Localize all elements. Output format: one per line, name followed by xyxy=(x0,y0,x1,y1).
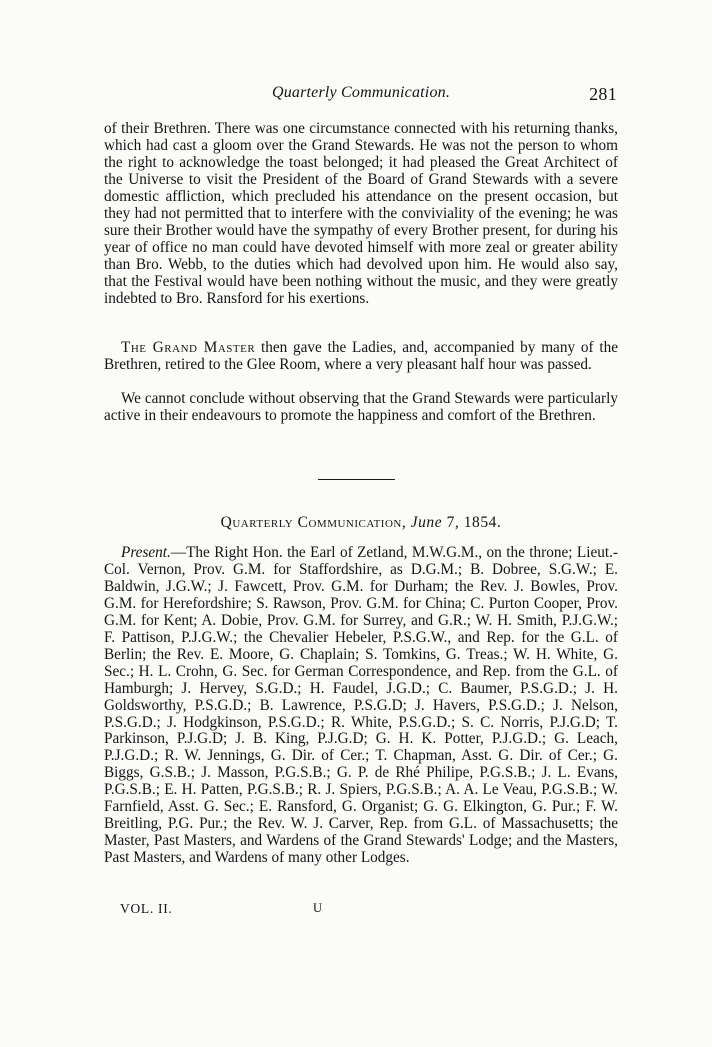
present-paragraph-block xyxy=(104,545,618,867)
closing-paragraph: We cannot conclude without observing that the Grand Stewards were particularly active in their endeavours to promote the happiness and comfort of the Brethren. xyxy=(104,390,618,424)
present-label: Present. xyxy=(121,544,171,561)
section-heading-title: Quarterly Communication, xyxy=(220,514,407,531)
grand-master-small-caps: The Grand Master xyxy=(121,339,256,356)
running-title: Quarterly Communication. xyxy=(271,84,451,101)
section-divider xyxy=(318,479,395,480)
section-heading-date: June xyxy=(410,514,443,531)
closing-paragraph-block xyxy=(104,357,618,425)
volume-marker: VOL. II. xyxy=(120,901,173,916)
section-heading-date-rest: 7, 1854. xyxy=(442,514,502,531)
page-number: 281 xyxy=(589,84,617,104)
running-header xyxy=(105,84,617,108)
signature-marker: U xyxy=(313,901,323,915)
opening-paragraph: of their Brethren. There was one circumstance connected with his returning thanks, which had cast a gloom over the Grand Stewards. He was not the person to whom the right to acknowledge the toast belonged; it had pleased the Great Architect of the Universe to visit the President of the Board of Grand Stewards with a severe domestic affliction, which precluded his attendance on the present occasion, but they had not permitted that to interfere with the conviviality of the evening; he was sure their Brother would have the sympathy of every Brother present, for during his year of office no man could have devoted himself with more zeal or greater ability than Bro. Webb, to the duties which had devolved upon him. He would also say, that the Festival would have been nothing without the music, and they were greatly indebted to Bro. Ransford for his exertions. xyxy=(104,120,618,307)
section-heading xyxy=(104,514,618,532)
grand-master-paragraph-text: then gave the Ladies, and, accompanied by many of the Brethren, retired to the Glee Room, where a very pleasant half hour was passed. xyxy=(104,339,618,373)
present-text: —The Right Hon. the Earl of Zetland, M.W.G.M., on the throne; Lieut.-Col. Vernon, Prov. G.M. for Staffordshire, as D.G.M.; B. Dobree, S.G.W.; E. Baldwin, J.G.W.; J. Fawcett, Prov. G.M. for Durham; the Rev. J. Bowles, Prov. G.M. for Herefordshire; S. Rawson, Prov. G.M. for China; C. Purton Cooper, Prov. G.M. for Kent; A. Dobie, Prov. G.M. for Surrey, and G.R.; W. H. Smith, P.J.G.W.; F. Pattison, P.J.G.W.; the Chevalier Hebeler, P.S.G.W., and Rep. for the G.L. of Berlin; the Rev. E. Moore, G. Chaplain; S. Tomkins, G. Treas.; W. H. White, G. Sec.; H. L. Crohn, G. Sec. for German Correspondence, and Rep. from the G.L. of Hamburgh; J. Hervey, S.G.D.; H. Faudel, J.G.D.; C. Baumer, P.S.G.D.; J. H. Goldsworthy, P.S.G.D.; B. Lawrence, P.S.G.D; J. Havers, P.S.G.D.; J. Nelson, P.S.G.D.; J. Hodgkinson, P.S.G.D.; R. White, P.S.G.D.; S. C. Norris, P.J.G.D; T. Parkinson, P.J.G.D; J. B. King, P.J.G.D; G. H. K. Potter, P.J.G.D.; G. Leach, P.J.G.D.; R. W. Jennings, G. Dir. of Cer.; T. Chapman, Asst. G. Dir. of Cer.; G. Biggs, G.S.B.; J. Masson, P.G.S.B.; G. P. de Rhé Philipe, P.G.S.B.; J. L. Evans, P.G.S.B.; E. H. Patten, P.G.S.B.; R. J. Spiers, P.G.S.B.; A. A. Le Veau, P.G.S.B.; W. Farnfield, Asst. G. Sec.; E. Ransford, G. Organist; G. G. Elkington, G. Pur.; F. W. Breitling, P.G. Pur.; the Rev. W. J. Carver, Rep. from G.L. of Massachusetts; the Master, Past Masters, and Wardens of the Grand Stewards' Lodge; and the Masters, Past Masters, and Wardens of many other Lodges. xyxy=(104,544,618,867)
opening-paragraph-block xyxy=(104,121,618,307)
present-paragraph xyxy=(104,545,618,867)
page-footer xyxy=(120,901,360,921)
